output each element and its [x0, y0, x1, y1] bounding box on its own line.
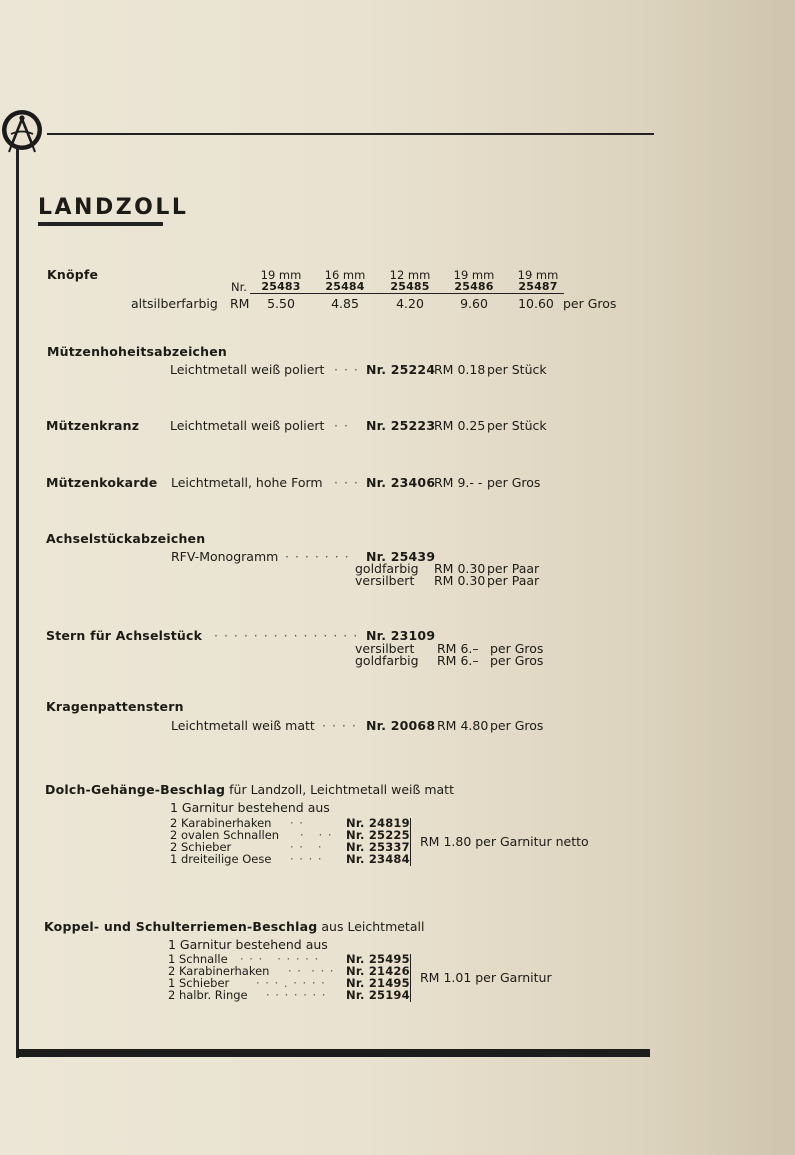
leader-dots: · · ·	[300, 828, 333, 842]
muetzenhoheit-price: RM 0.18	[434, 362, 486, 377]
koppel-price: RM 1.01 per Garnitur	[420, 970, 552, 985]
knoepfe-table-rule	[250, 293, 564, 294]
muetzenkokarde-unit: per Gros	[487, 475, 541, 490]
knoepfe-size: 19 mm	[453, 268, 495, 282]
leader-dots: · · · · · · ·	[285, 549, 350, 564]
stern-price: RM 6.–	[437, 641, 479, 656]
leader-dots: · · ·	[290, 840, 323, 854]
knoepfe-size: 16 mm	[324, 268, 366, 282]
dolch-item-nr: Nr. 25225	[346, 828, 410, 842]
leader-dots: · · · ·	[290, 852, 323, 866]
dolch-brace	[406, 818, 411, 866]
dolch-item: 2 ovalen Schnallen	[170, 828, 280, 842]
muetzenkranz-label: Mützenkranz	[46, 418, 140, 433]
dolch-item-nr: Nr. 24819	[346, 816, 410, 830]
koppel-item-nr: Nr. 25495	[346, 952, 410, 966]
knoepfe-number: 25483	[261, 280, 301, 293]
knoepfe-color: altsilberfarbig	[131, 296, 218, 311]
knoepfe-currency: RM	[230, 296, 250, 311]
koppel-item: 1 Schnalle	[168, 952, 228, 966]
stern-unit: per Gros	[490, 641, 544, 656]
muetzenhoheit-nr: Nr. 25224	[366, 362, 436, 377]
leader-dots: · · · · · · ·	[266, 988, 327, 1002]
koppel-item-nr: Nr. 21495	[346, 976, 410, 990]
leader-dots: · · · ·	[322, 718, 357, 733]
leader-dots: · · ·	[334, 362, 359, 377]
muetzenkokarde-price: RM 9.- -	[434, 475, 483, 490]
knoepfe-unit: per Gros	[563, 296, 617, 311]
koppel-heading	[44, 920, 424, 934]
knoepfe-price: 9.60	[460, 296, 488, 311]
leader-dots: · ·	[290, 816, 304, 830]
muetzenhoheit-unit: per Stück	[487, 362, 547, 377]
kragen-price: RM 4.80	[437, 718, 489, 733]
knoepfe-number: 25487	[518, 280, 558, 293]
achselstueckabz-nr: Nr. 25439	[366, 549, 436, 564]
muetzenkranz-nr: Nr. 25223	[366, 418, 436, 433]
dolch-intro: 1 Garnitur bestehend aus	[170, 800, 330, 815]
koppel-brace	[406, 954, 411, 1002]
koppel-intro: 1 Garnitur bestehend aus	[168, 937, 328, 952]
left-margin-rule	[16, 148, 19, 1058]
knoepfe-size: 19 mm	[260, 268, 302, 282]
kragen-desc: Leichtmetall weiß matt	[171, 718, 315, 733]
achselstueckabz-finish: goldfarbig	[355, 561, 419, 576]
knoepfe-size: 19 mm	[517, 268, 559, 282]
knoepfe-price: 10.60	[518, 296, 554, 311]
achselstueckabz-price: RM 0.30	[434, 561, 486, 576]
stern-finish: goldfarbig	[355, 653, 419, 668]
knoepfe-label: Knöpfe	[47, 267, 99, 282]
stern-label: Stern für Achselstück	[46, 628, 203, 643]
dolch-item: 1 dreiteilige Oese	[170, 852, 272, 866]
dolch-heading	[45, 783, 454, 797]
stern-unit: per Gros	[490, 653, 544, 668]
dolch-item-nr: Nr. 23484	[346, 852, 410, 866]
koppel-item: 1 Schieber	[168, 976, 230, 990]
page-title: LANDZOLL	[38, 195, 189, 220]
leader-dots: · · · · · · · · · · · · · · ·	[214, 628, 359, 643]
koppel-item: 2 Karabinerhaken	[168, 964, 270, 978]
dolch-item: 2 Karabinerhaken	[170, 816, 272, 830]
kragen-unit: per Gros	[490, 718, 544, 733]
dolch-label-rest: für Landzoll, Leichtmetall weiß matt	[229, 782, 454, 797]
muetzenkranz-price: RM 0.25	[434, 418, 486, 433]
leader-dots: · · · . · · · ·	[256, 976, 326, 990]
knoepfe-nr-label: Nr.	[231, 280, 247, 294]
dolch-item: 2 Schieber	[170, 840, 232, 854]
stern-price: RM 6.–	[437, 653, 479, 668]
koppel-label-rest: aus Leichtmetall	[321, 919, 425, 934]
stern-finish: versilbert	[355, 641, 415, 656]
achselstueckabz-desc: RFV-Monogramm	[171, 549, 279, 564]
achselstueckabz-price: RM 0.30	[434, 573, 486, 588]
compass-logo-icon	[0, 108, 44, 156]
knoepfe-price: 4.20	[396, 296, 424, 311]
leader-dots: · · · · · · · ·	[240, 952, 320, 966]
dolch-label: Dolch-Gehänge-Beschlag	[45, 782, 226, 797]
muetzenhoheit-desc: Leichtmetall weiß poliert	[170, 362, 325, 377]
leader-dots: · · ·	[334, 475, 359, 490]
leader-dots: · · · · ·	[288, 964, 335, 978]
achselstueckabz-unit: per Paar	[487, 561, 540, 576]
koppel-item: 2 halbr. Ringe	[168, 988, 248, 1002]
knoepfe-number: 25486	[454, 280, 494, 293]
stern-nr: Nr. 23109	[366, 628, 436, 643]
muetzenhoheit-label: Mützenhoheitsabzeichen	[47, 344, 228, 359]
header-rule	[47, 133, 654, 135]
muetzenkokarde-label: Mützenkokarde	[46, 475, 158, 490]
leader-dots: · ·	[334, 418, 349, 433]
knoepfe-number: 25485	[390, 280, 430, 293]
knoepfe-size: 12 mm	[389, 268, 431, 282]
kragen-nr: Nr. 20068	[366, 718, 436, 733]
kragen-label: Kragenpattenstern	[46, 699, 184, 714]
muetzenkokarde-desc: Leichtmetall, hohe Form	[171, 475, 323, 490]
footer-rule	[16, 1049, 650, 1057]
koppel-item-nr: Nr. 25194	[346, 988, 410, 1002]
knoepfe-number: 25484	[325, 280, 365, 293]
knoepfe-price: 5.50	[267, 296, 295, 311]
knoepfe-price: 4.85	[331, 296, 359, 311]
achselstueckabz-unit: per Paar	[487, 573, 540, 588]
dolch-price: RM 1.80 per Garnitur netto	[420, 834, 589, 849]
title-underline	[38, 222, 163, 226]
muetzenkranz-desc: Leichtmetall weiß poliert	[170, 418, 325, 433]
koppel-item-nr: Nr. 21426	[346, 964, 410, 978]
koppel-label: Koppel- und Schulterriemen-Beschlag	[44, 919, 318, 934]
achselstueckabz-finish: versilbert	[355, 573, 415, 588]
dolch-item-nr: Nr. 25337	[346, 840, 410, 854]
achselstueckabz-label: Achselstückabzeichen	[46, 531, 206, 546]
muetzenkranz-unit: per Stück	[487, 418, 547, 433]
muetzenkokarde-nr: Nr. 23406	[366, 475, 436, 490]
